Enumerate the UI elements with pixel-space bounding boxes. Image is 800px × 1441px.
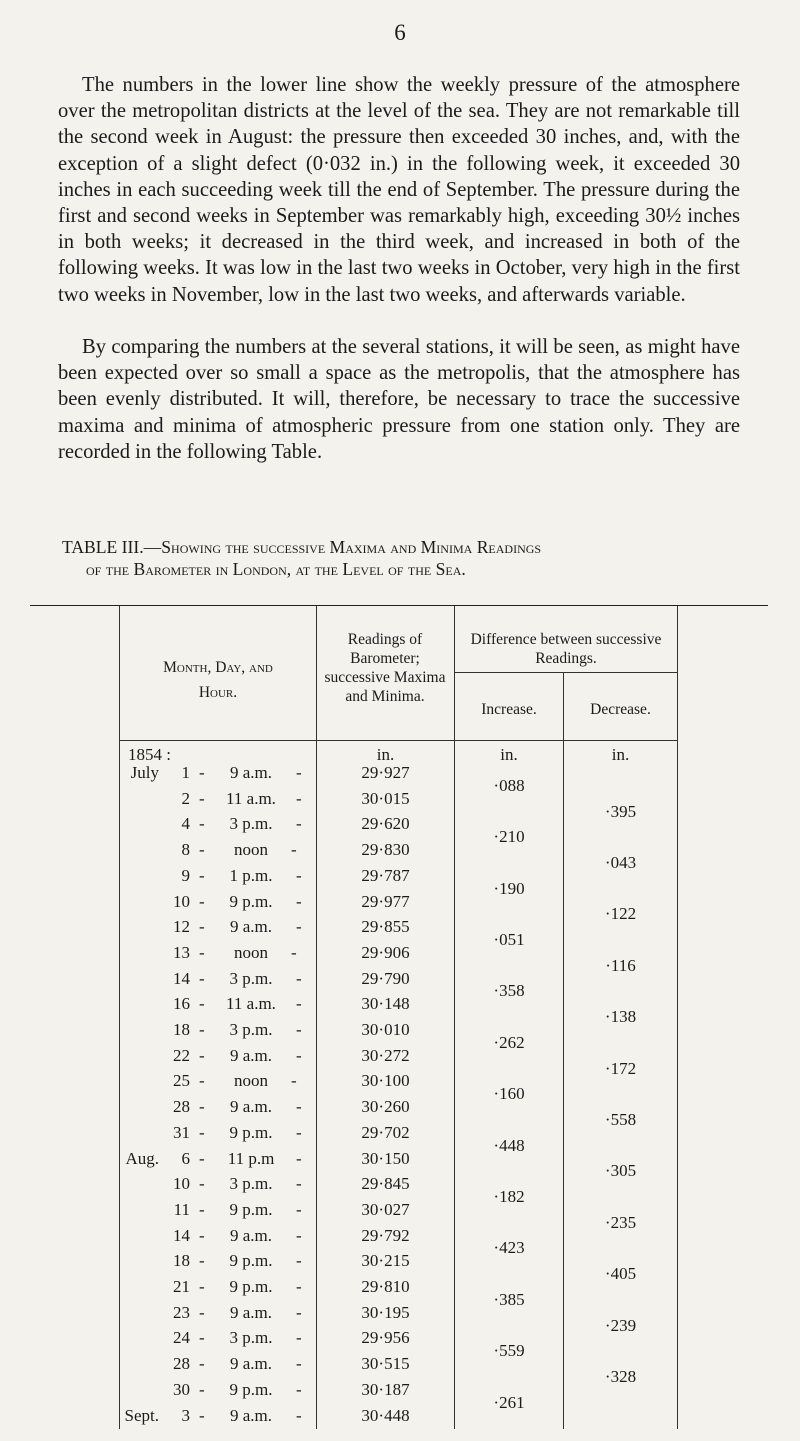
row-hour: 9 p.m. (229, 891, 273, 911)
row-dash: - (199, 917, 205, 937)
table-caption-label: TABLE III.— (62, 537, 162, 557)
row-hour: 3 p.m. (229, 1328, 273, 1348)
row-dash: - (199, 1277, 205, 1296)
row-day: 23 (173, 1302, 190, 1322)
row-day: 11 (173, 1199, 190, 1219)
row-day: 14 (173, 1225, 190, 1245)
row-dash: - (296, 968, 302, 988)
row-day: 3 (181, 1405, 190, 1425)
row-hour: 9 a.m. (229, 1045, 273, 1065)
row-hour: 11 p.m (227, 1148, 275, 1168)
row-day: 16 (173, 994, 190, 1014)
row-dash: - (296, 1020, 302, 1039)
row-dash: - (199, 865, 205, 885)
row-dash: - (199, 1020, 205, 1039)
row-hour: 9 a.m. (229, 1225, 273, 1245)
unit-readings: in. (376, 745, 395, 764)
row-reading: 29·810 (361, 1277, 410, 1296)
unit-increase: in. (500, 745, 518, 764)
row-day: 6 (181, 1148, 190, 1168)
row-day: 10 (173, 1174, 190, 1194)
decrease-value: ·305 (604, 1161, 637, 1181)
row-dash: - (296, 1277, 302, 1296)
row-dash: - (296, 1302, 302, 1322)
increase-value: ·190 (493, 878, 525, 898)
increase-value: ·385 (493, 1289, 525, 1309)
page-number: 6 (394, 20, 406, 45)
header-increase: Increase. (481, 701, 537, 718)
row-dash: - (199, 1302, 205, 1322)
row-hour: noon (234, 840, 268, 860)
row-dash: - (199, 968, 205, 988)
increase-value: ·559 (493, 1341, 525, 1361)
header-readings: Readings of Barometer; successive Maxima and Minima. (324, 631, 446, 705)
row-dash: - (199, 1097, 205, 1117)
increase-value: ·051 (493, 930, 525, 950)
row-dash: - (296, 1405, 302, 1425)
row-reading: 29·927 (361, 763, 410, 782)
difference-header-rule (455, 672, 677, 673)
row-reading: 30·150 (361, 1148, 410, 1168)
row-reading: 29·787 (361, 865, 410, 885)
row-dash: - (199, 1328, 205, 1348)
increase-value: ·182 (493, 1187, 525, 1207)
row-dash: - (199, 1045, 205, 1065)
row-hour: 9 p.m. (229, 1379, 273, 1399)
row-reading: 29·702 (361, 1122, 410, 1142)
row-day: 10 (173, 891, 190, 911)
row-reading: 29·620 (361, 814, 410, 834)
row-hour: 9 p.m. (229, 1122, 273, 1142)
decrease-value: ·239 (604, 1315, 637, 1335)
row-day: 12 (173, 917, 190, 937)
row-dash: - (199, 1071, 205, 1091)
header-decrease: Decrease. (590, 701, 651, 718)
row-hour: 3 p.m. (229, 1020, 273, 1039)
row-hour: 11 a.m. (226, 994, 276, 1014)
row-day: 18 (173, 1020, 190, 1039)
row-dash: - (199, 1225, 205, 1245)
increase-value: ·210 (493, 827, 525, 847)
row-day: 8 (181, 840, 190, 860)
row-dash: - (296, 1122, 302, 1142)
row-dash: - (296, 1199, 302, 1219)
row-day: 4 (181, 814, 190, 834)
row-reading: 29·845 (361, 1174, 410, 1194)
row-reading: 30·010 (361, 1020, 410, 1039)
row-reading: 30·187 (361, 1379, 410, 1399)
row-day: 14 (173, 968, 190, 988)
row-dash: - (199, 1405, 205, 1425)
table-right-border (677, 606, 678, 1429)
decrease-value: ·405 (604, 1264, 637, 1284)
row-dash: - (296, 1354, 302, 1374)
decrease-value: ·328 (604, 1366, 637, 1386)
decrease-value: ·235 (604, 1212, 637, 1232)
row-dash: - (296, 865, 302, 885)
row-reading: 29·977 (361, 891, 410, 911)
row-reading: 29·906 (361, 942, 410, 962)
row-month: July (130, 763, 159, 782)
row-hour: 9 a.m. (229, 763, 273, 782)
row-dash: - (296, 1251, 302, 1271)
row-day: 31 (173, 1122, 190, 1142)
row-dash: - (291, 1071, 297, 1091)
row-reading: 30·015 (361, 788, 410, 808)
paragraph-2-text: By comparing the numbers at the several stations, it will be seen, as might have been expected over so small a space as the metropolis, that the atmosphere has been evenly distributed. It will, therefore, be necessary to trace the successive maxima and minima of atmospheric pressure from one station only. They are recorded in the following Table. (58, 336, 740, 463)
increase-value: ·088 (493, 775, 525, 795)
table-caption-line-2: of the Barometer in London, at the Level of the Sea. (86, 559, 466, 579)
row-dash: - (291, 942, 297, 962)
row-dash: - (296, 917, 302, 937)
row-hour: 3 p.m. (229, 1174, 273, 1194)
increase-value: ·423 (493, 1238, 525, 1258)
row-dash: - (199, 1354, 205, 1374)
row-day: 13 (173, 942, 190, 962)
decrease-value: ·172 (604, 1058, 637, 1078)
row-day: 24 (173, 1328, 190, 1348)
row-hour: 9 a.m. (229, 1354, 273, 1374)
row-month: Aug. (125, 1148, 159, 1168)
row-dash: - (199, 1174, 205, 1194)
row-reading: 29·830 (361, 840, 410, 860)
row-dash: - (291, 840, 297, 860)
header-difference: Difference between successive Readings. (470, 631, 662, 667)
row-day: 28 (173, 1354, 190, 1374)
row-dash: - (199, 1122, 205, 1142)
row-day: 25 (173, 1071, 190, 1091)
row-hour: 11 a.m. (226, 788, 276, 808)
decrease-value: ·138 (604, 1007, 637, 1027)
paragraph-2 (58, 334, 740, 465)
row-dash: - (199, 1199, 205, 1219)
table-caption-line-1 (62, 536, 742, 558)
row-hour: 9 a.m. (229, 1097, 273, 1117)
increase-value: ·262 (493, 1032, 525, 1052)
row-hour: 9 p.m. (229, 1251, 273, 1271)
row-dash: - (296, 1379, 302, 1399)
increase-value: ·261 (493, 1392, 525, 1412)
row-day: 30 (173, 1379, 190, 1399)
row-dash: - (296, 788, 302, 808)
row-dash: - (296, 763, 302, 782)
row-dash: - (296, 1045, 302, 1065)
row-dash: - (199, 840, 205, 860)
row-dash: - (199, 763, 205, 782)
header-month-day-hour: Month, Day, and (163, 659, 273, 676)
header-bottom-rule (120, 740, 677, 741)
row-day: 9 (181, 865, 190, 885)
row-reading: 30·515 (361, 1354, 410, 1374)
row-day: 21 (173, 1277, 190, 1296)
row-dash: - (296, 1148, 302, 1168)
row-dash: - (199, 1148, 205, 1168)
row-reading: 29·855 (361, 917, 410, 937)
increase-value: ·448 (493, 1135, 525, 1155)
row-month: Sept. (124, 1405, 159, 1425)
year-label: 1854 : (128, 745, 171, 764)
decrease-value: ·558 (604, 1109, 637, 1129)
increase-value: ·358 (493, 981, 525, 1001)
decrease-value: ·116 (605, 955, 636, 975)
unit-decrease: in. (611, 745, 630, 764)
table-top-rule (30, 605, 768, 606)
row-dash: - (199, 788, 205, 808)
header-hour: Hour. (198, 684, 238, 701)
decrease-value: ·043 (604, 852, 637, 872)
row-hour: 1 p.m. (229, 865, 273, 885)
row-dash: - (199, 942, 205, 962)
row-dash: - (296, 1174, 302, 1194)
decrease-value: ·122 (604, 904, 637, 924)
row-day: 18 (173, 1251, 190, 1271)
row-reading: 30·260 (361, 1097, 410, 1117)
row-reading: 30·448 (361, 1405, 410, 1425)
row-day: 22 (173, 1045, 190, 1065)
row-hour: noon (234, 942, 268, 962)
row-day: 28 (173, 1097, 190, 1117)
row-hour: 9 a.m. (229, 1405, 273, 1425)
increase-value: ·160 (493, 1084, 525, 1104)
row-dash: - (199, 814, 205, 834)
table-left-border (119, 606, 120, 1429)
paragraph-1 (58, 72, 740, 308)
row-day: 1 (181, 763, 190, 782)
paragraph-1-text: The numbers in the lower line show the weekly pressure of the atmosphere over the metropolitan districts at the level of the sea. They are not remarkable till the second week in August: the pressure then exceeded 30 inches, and, with the exception of a slight defect (0·032 in.) in the following week, it exceeded 30 inches in each succeeding week till the end of September. The pressure during the first and second weeks in September was remarkably high, exceeding 30½ inches in both weeks; it decreased in the third week, and increased in both of the following weeks. It was low in the last two weeks in October, very high in the first two weeks in November, low in the last two weeks, and afterwards variable. (58, 74, 740, 306)
row-reading: 30·272 (361, 1045, 410, 1065)
row-reading: 30·195 (361, 1302, 410, 1322)
row-reading: 30·215 (361, 1251, 410, 1271)
row-reading: 30·100 (361, 1071, 410, 1091)
row-reading: 30·027 (361, 1199, 410, 1219)
row-hour: 3 p.m. (229, 968, 273, 988)
row-dash: - (296, 994, 302, 1014)
row-dash: - (296, 1328, 302, 1348)
row-dash: - (199, 891, 205, 911)
row-reading: 29·792 (361, 1225, 410, 1245)
row-dash: - (296, 814, 302, 834)
row-hour: 9 p.m. (229, 1277, 273, 1296)
row-dash: - (199, 1379, 205, 1399)
row-dash: - (296, 891, 302, 911)
row-reading: 29·790 (361, 968, 410, 988)
row-hour: noon (234, 1071, 268, 1091)
row-hour: 3 p.m. (229, 814, 273, 834)
row-hour: 9 p.m. (229, 1199, 273, 1219)
row-hour: 9 a.m. (229, 917, 273, 937)
table-caption-text-1: Showing the successive Maxima and Minima Readings (161, 537, 542, 557)
decrease-value: ·395 (604, 801, 637, 821)
row-hour: 9 a.m. (229, 1302, 273, 1322)
row-dash: - (296, 1225, 302, 1245)
row-reading: 29·956 (361, 1328, 410, 1348)
row-dash: - (199, 994, 205, 1014)
row-dash: - (199, 1251, 205, 1271)
row-day: 2 (181, 788, 190, 808)
row-reading: 30·148 (361, 994, 410, 1014)
row-dash: - (296, 1097, 302, 1117)
